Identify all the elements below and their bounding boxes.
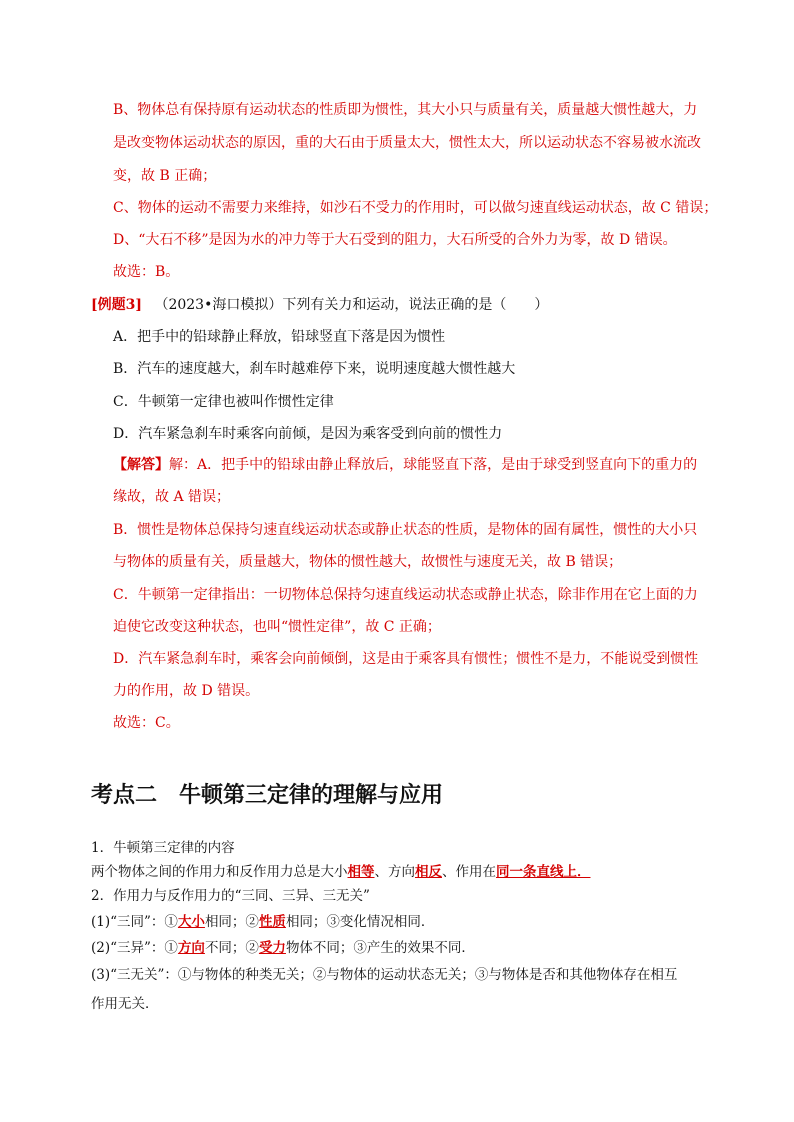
section-number: 考点二 [91,783,158,808]
example3-option-a: A．把手中的铅球静止释放，铅球竖直下落是因为惯性 [113,329,446,345]
example3-tag: [例题3] [91,297,142,313]
option-b-explanation-line-3: 变，故 B 正确； [113,168,217,184]
solution-b-line-2: 与物体的质量有关，质量越大，物体的惯性越大，故惯性与速度无关，故 B 错误； [113,554,623,570]
point1-mid1: 、方向 [374,864,415,880]
solution-d-line-2: 力的作用，故 D 错误。 [113,683,260,699]
solution-a-line-2: 缘故，故 A 错误； [113,489,231,505]
section-title: 牛顿第三定律的理解与应用 [179,783,444,808]
solution-tag: 【解答】 [113,457,169,473]
example3-stem: （2023•海口模拟）下列有关力和运动，说法正确的是（ ） [154,297,549,313]
point2a-mid2: 相同；③变化情况相同． [285,914,435,930]
keyword-equal: 相等 [347,864,375,880]
option-c-explanation: C、物体的运动不需要力来维持，如沙石不受力的作用时，可以做匀速直线运动状态，故 C 错误； [113,200,718,216]
point2-three-unrelated-line-2: 作用无关． [91,996,159,1012]
point2-three-same [91,912,434,932]
point2b-pre: (2)“三异”：① [91,940,178,956]
keyword-opposite: 相反 [415,864,442,880]
example3-option-d: D．汽车紧急刹车时乘客向前倾，是因为乘客受到向前的惯性力 [113,426,503,442]
example3-stem-line [91,295,548,315]
point1-pre: 两个物体之间的作用力和反作用力总是大小 [91,864,348,880]
option-b-explanation-line-1: B、物体总有保持原有运动状态的性质即为惯性，其大小只与质量有关，质量越大惯性越大，力 [113,102,698,118]
section-heading [91,781,443,811]
keyword-force-receiver: 受力 [258,940,286,956]
point2a-pre: (1)“三同”：① [91,914,178,930]
example3-option-b: B．汽车的速度越大，刹车时越难停下来，说明速度越大惯性越大 [113,361,516,377]
solution-a-line-1 [113,455,697,475]
answer-line-2: 故选：C。 [113,715,180,731]
option-d-explanation: D、“大石不移”是因为水的冲力等于大石受到的阻力，大石所受的合外力为零，故 D 错误。 [113,232,677,248]
example3-option-c: C．牛顿第一定律也被叫作惯性定律 [113,394,334,410]
solution-c-line-2: 迫使它改变这种状态，也叫“惯性定律”，故 C 正确； [113,619,441,635]
point1-mid2: 、作用在 [442,864,496,880]
solution-b-line-1: B．惯性是物体总保持匀速直线运动状态或静止状态的性质，是物体的固有属性，惯性的大小只 [113,522,698,538]
solution-d-line-1: D．汽车紧急刹车时，乘客会向前倾倒，这是由于乘客具有惯性；惯性不是力，不能说受到惯性 [113,651,699,667]
point2-three-different [91,938,475,958]
answer-line-1: 故选：B。 [113,264,180,280]
keyword-same-line: 同一条直线上． [496,864,591,880]
option-b-explanation-line-2: 是改变物体运动状态的原因，重的大石由于质量太大，惯性太大，所以运动状态不容易被水流改 [113,135,701,151]
point2b-mid1: 不同；② [204,940,259,956]
keyword-magnitude: 大小 [177,914,205,930]
point1-content [91,862,591,882]
solution-c-line-1: C．牛顿第一定律指出：一切物体总保持匀速直线运动状态或静止状态，除非作用在它上面的力 [113,587,698,603]
point2-three-unrelated-line-1: (3)“三无关”：①与物体的种类无关；②与物体的运动状态无关；③与物体是否和其他物体存在相互 [91,967,678,983]
keyword-direction: 方向 [177,940,205,956]
point2-title: 2．作用力与反作用力的“三同、三异、三无关” [91,888,370,904]
solution-a-text: 解：A．把手中的铅球由静止释放后，球能竖直下落，是由于球受到竖直向下的重力的 [169,457,698,473]
point2a-mid1: 相同；② [204,914,259,930]
point2b-mid2: 物体不同；③产生的效果不同． [285,940,475,956]
point1-title: 1．牛顿第三定律的内容 [91,840,235,856]
keyword-nature: 性质 [258,914,286,930]
